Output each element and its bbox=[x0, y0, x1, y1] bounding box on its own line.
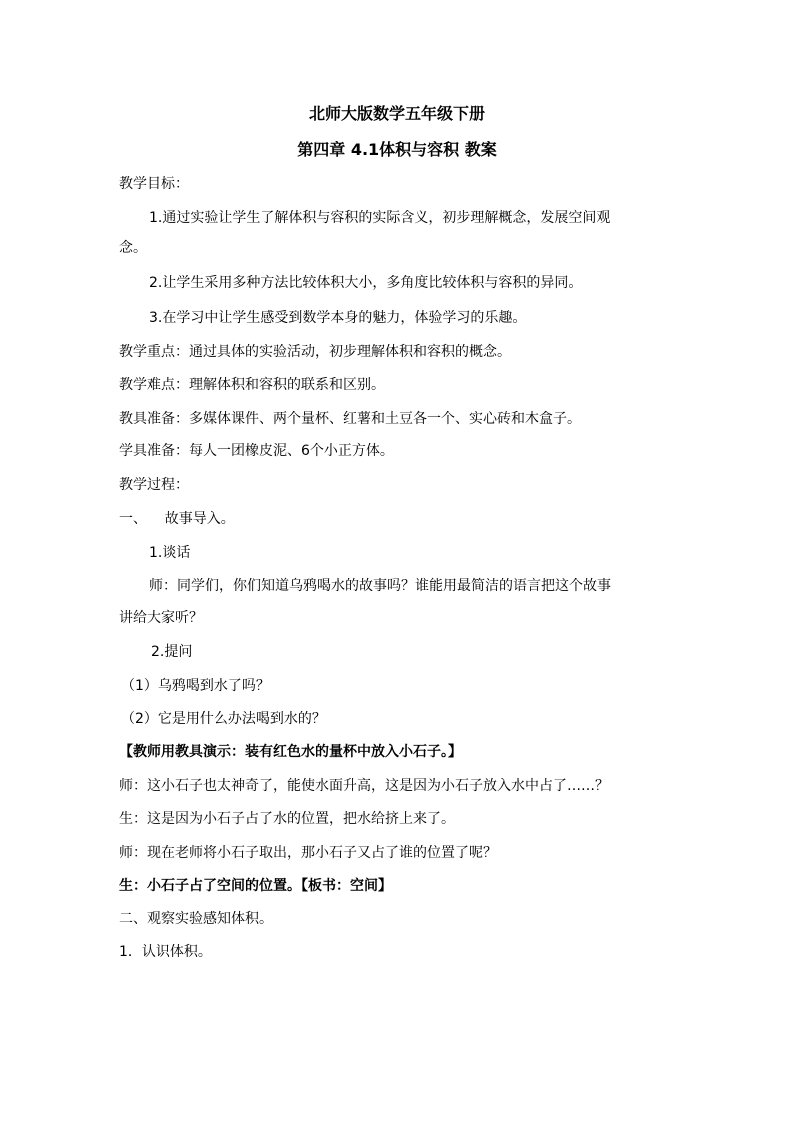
teaching-focus: 教学重点：通过具体的实验活动，初步理解体积和容积的概念。 bbox=[119, 344, 511, 360]
part-one-heading: 一、 故事导入。 bbox=[119, 511, 235, 527]
section-heading-process: 教学过程： bbox=[119, 477, 189, 493]
step-conversation: 1.谈话 bbox=[149, 545, 191, 561]
student-answer-prefix: 生： bbox=[119, 878, 147, 894]
student-answer-text: 小石子占了空间的位置。 bbox=[147, 878, 301, 894]
teacher-question-continued: 讲给大家听？ bbox=[119, 610, 203, 626]
teaching-aids: 教具准备：多媒体课件、两个量杯、红薯和土豆各一个、实心砖和木盒子。 bbox=[119, 411, 581, 427]
teacher-line-1: 师：这小石子也太神奇了，能使水面升高，这是因为小石子放入水中占了……？ bbox=[119, 778, 609, 794]
student-answer bbox=[119, 876, 392, 896]
learning-aids: 学具准备：每人一团橡皮泥、6个小正方体。 bbox=[119, 443, 394, 459]
teaching-difficulty: 教学难点：理解体积和容积的联系和区别。 bbox=[119, 377, 385, 393]
question-1: （1）乌鸦喝到水了吗？ bbox=[121, 678, 270, 694]
teacher-line-2: 师：现在老师将小石子取出，那小石子又占了谁的位置了呢？ bbox=[119, 845, 497, 861]
step-questions: 2.提问 bbox=[151, 644, 193, 660]
demonstration-note: 【教师用教具演示：装有红色水的量杯中放入小石子。】 bbox=[119, 744, 462, 760]
section-heading-objectives: 教学目标： bbox=[119, 176, 189, 192]
teacher-question: 师：同学们，你们知道乌鸦喝水的故事吗？谁能用最简洁的语言把这个故事 bbox=[149, 578, 611, 594]
objective-item-2: 2.让学生采用多种方法比较体积大小，多角度比较体积与容积的异同。 bbox=[149, 275, 583, 291]
part-two-heading: 二、观察实验感知体积。 bbox=[119, 911, 273, 927]
document-title: 北师大版数学五年级下册 bbox=[308, 104, 485, 123]
blackboard-note: 【板书：空间】 bbox=[301, 878, 392, 894]
student-line-1: 生：这是因为小石子占了水的位置，把水给挤上来了。 bbox=[119, 811, 455, 827]
objective-item-1: 1.通过实验让学生了解体积与容积的实际含义，初步理解概念，发展空间观 bbox=[149, 210, 611, 226]
step-know-volume: 1．认识体积。 bbox=[119, 944, 212, 960]
question-2: （2）它是用什么办法喝到水的？ bbox=[121, 711, 326, 727]
document-subtitle: 第四章 4.1体积与容积 教案 bbox=[297, 140, 497, 159]
objective-item-1-continued: 念。 bbox=[119, 240, 147, 256]
objective-item-3: 3.在学习中让学生感受到数学本身的魅力，体验学习的乐趣。 bbox=[149, 310, 527, 326]
